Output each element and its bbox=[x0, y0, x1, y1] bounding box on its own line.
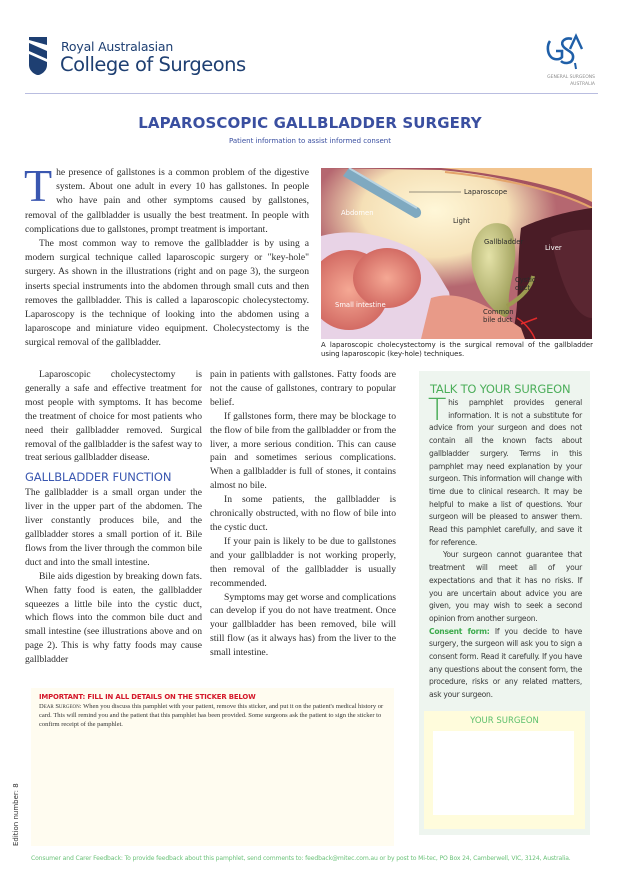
consent-form-text: If you decide to have surgery, the surgeon will ask you to sign a consent form. Read it carefully. If you have any questions about the consent form, the procedure, risks or any related matters, ask your surgeon. bbox=[429, 626, 582, 700]
col1-paragraph-2: The gallbladder is a small organ under the liver in the upper part of the abdomen. The liver constantly produces bile, and the gallbladder stores a small portion of it. Bile flows from the liver through the common bile duct and into the small intestine. bbox=[25, 487, 202, 568]
your-surgeon-box bbox=[424, 711, 585, 829]
label-small-intestine: Small intestine bbox=[335, 301, 386, 309]
label-cystic-duct-1: Cystic bbox=[515, 276, 536, 284]
column-1 bbox=[25, 368, 202, 667]
label-gallbladder: Gallbladder bbox=[484, 238, 524, 246]
document-subtitle: Patient information to assist informed consent bbox=[228, 137, 391, 145]
dropcap: T bbox=[24, 160, 53, 211]
sticker-body-text: When you discuss this pamphlet with your patient, remove this sticker, and put it on the patient's medical history or card. This will remind you and the patient that this pamphlet has been provided. Some surgeons ask the patient to sign the sticker to confirm receipt of the pamphlet. bbox=[39, 703, 384, 728]
gsa-australia-logo-icon bbox=[544, 33, 584, 73]
talk-to-your-surgeon-panel bbox=[419, 371, 590, 835]
sticker-salutation: Dear Surgeon: bbox=[39, 703, 82, 710]
talk-paragraph-1 bbox=[428, 393, 582, 549]
intro-text bbox=[24, 160, 309, 351]
sticker-area[interactable] bbox=[31, 688, 394, 846]
illustration-caption: A laparoscopic cholecystectomy is the surgical removal of the gallbladder using laparoscopic (key-hole) techniques. bbox=[321, 341, 593, 358]
label-common-bile-duct bbox=[483, 308, 514, 324]
col1-paragraph-3: Bile aids digestion by breaking down fats. When fatty food is eaten, the gallbladder squeezes a little bile into the cystic duct, which flows into the common bile duct and small intestine (see illustrations above and on page 2). This is why fatty foods may cause gallbladder bbox=[25, 570, 202, 666]
col2-paragraph-2: If gallstones form, there may be blockage to the flow of bile from the gallbladder or from the liver, a more serious condition. This can cause pain and sometimes serious complications. When a gallbladder is full of stones, it contains almost no bile. bbox=[210, 410, 396, 492]
sticker-title: IMPORTANT: FILL IN ALL DETAILS ON THE STICKER BELOW bbox=[39, 693, 256, 701]
label-liver: Liver bbox=[545, 244, 562, 252]
column-2 bbox=[210, 368, 396, 660]
consent-paragraph bbox=[429, 626, 582, 702]
racs-shield-icon bbox=[29, 37, 47, 75]
section-heading-gallbladder-function: GALLBLADDER FUNCTION bbox=[25, 470, 172, 485]
org-name-line2: College of Surgeons bbox=[60, 53, 246, 76]
intro-paragraph-1-text: he presence of gallstones is a common problem of the digestive system. About one adult in every 10 has gallstones. In people who have pain and other symptoms caused by gallstones, removal of the gallbladder is usually the best treatment. In people with complications due to gallstones, prompt treatment is important. bbox=[25, 167, 309, 235]
label-abdomen: Abdomen bbox=[341, 209, 374, 217]
talk-paragraph-1-text: his pamphlet provides general information. It is not a substitute for advice from your surgeon and does not contain all the known facts about gallbladder surgery. Terms in this pamphlet may need explanation by your surgeon. This information will change with time due to clinical research. It may be helpful to make a list of questions. Your surgeon will be pleased to answer them. Read this pamphlet carefully, and save it for reference. bbox=[429, 398, 582, 547]
partner-name-line1: GENERAL SURGEONS bbox=[547, 75, 595, 80]
label-laparoscope: Laparoscope bbox=[464, 188, 508, 196]
partner-name-line2: AUSTRALIA bbox=[570, 82, 595, 87]
talk-dropcap: T bbox=[428, 393, 447, 428]
partner-name bbox=[520, 74, 595, 88]
consent-form-label: Consent form: bbox=[429, 626, 490, 636]
feedback-footer: Consumer and Carer Feedback: To provide feedback about this pamphlet, send comments to: feedback@mitec.com.au or by post to Mi-tec, PO Box 24, Camberwell, VIC, 3124, Australia. bbox=[31, 855, 571, 862]
col2-paragraph-5: Symptoms may get worse and complications can develop if you do not have treatment. Once your gallbladder has been removed, bile will still flow (as it always has) from the liver to the small intestine. bbox=[210, 591, 396, 659]
sticker-instructions bbox=[39, 703, 387, 729]
label-light: Light bbox=[453, 217, 470, 225]
document-title: LAPAROSCOPIC GALLBLADDER SURGERY bbox=[138, 114, 482, 132]
anatomy-drawing bbox=[321, 168, 592, 339]
intro-paragraph-1 bbox=[24, 160, 309, 237]
label-common-bile-duct-2: bile duct bbox=[483, 316, 513, 324]
talk-panel-body bbox=[428, 393, 582, 702]
your-surgeon-field[interactable] bbox=[433, 731, 574, 815]
talk-panel-title: TALK TO YOUR SURGEON bbox=[430, 382, 571, 396]
label-common-bile-duct-1: Common bbox=[483, 308, 514, 316]
col2-paragraph-3: In some patients, the gallbladder is chronically obstructed, with no flow of bile into the cystic duct. bbox=[210, 494, 396, 533]
edition-number: Edition number: 8 bbox=[12, 783, 20, 846]
your-surgeon-title: YOUR SURGEON bbox=[470, 716, 539, 726]
label-cystic-duct-2: duct bbox=[515, 284, 531, 292]
col2-paragraph-1: pain in patients with gallstones. Fatty foods are not the cause of gallstones, contrary to popular belief. bbox=[210, 369, 396, 408]
laparoscopy-illustration bbox=[321, 168, 592, 339]
intro-paragraph-2: The most common way to remove the gallbladder is by using a modern surgical technique called laparoscopic surgery or "key-hole" surgery. As shown in the illustrations (right and on page 3), the surgeon inserts special instruments into the abdomen through small cuts and then removes the gallbladder. This is called a laparoscopic cholecystectomy. Laparoscopy is the technique of looking into the abdomen using a laparoscope and miniature video equipment. Cholecystectomy is the surgical removal of the gallbladder. bbox=[25, 238, 309, 349]
header-divider bbox=[25, 93, 598, 94]
col1-paragraph-1: Laparoscopic cholecystectomy is generally a safe and effective treatment for most people with symptoms. It has become the treatment of choice for most patients who need their gallbladder removed. Surgical removal of the gallbladder is the safest way to treat serious gallbladder disease. bbox=[25, 369, 202, 464]
talk-paragraph-2: Your surgeon cannot guarantee that treatment will meet all of your expectations and that it has no risks. If you are uncertain about advice you are given, you may wish to seek a second opinion from another surgeon. bbox=[429, 550, 582, 623]
org-name-line1: Royal Australasian bbox=[61, 39, 174, 54]
col2-paragraph-4: If your pain is likely to be due to gallstones and your gallbladder is not working properly, then removal of the gallbladder is usually recommended. bbox=[210, 535, 396, 589]
label-cystic-duct bbox=[515, 276, 536, 292]
